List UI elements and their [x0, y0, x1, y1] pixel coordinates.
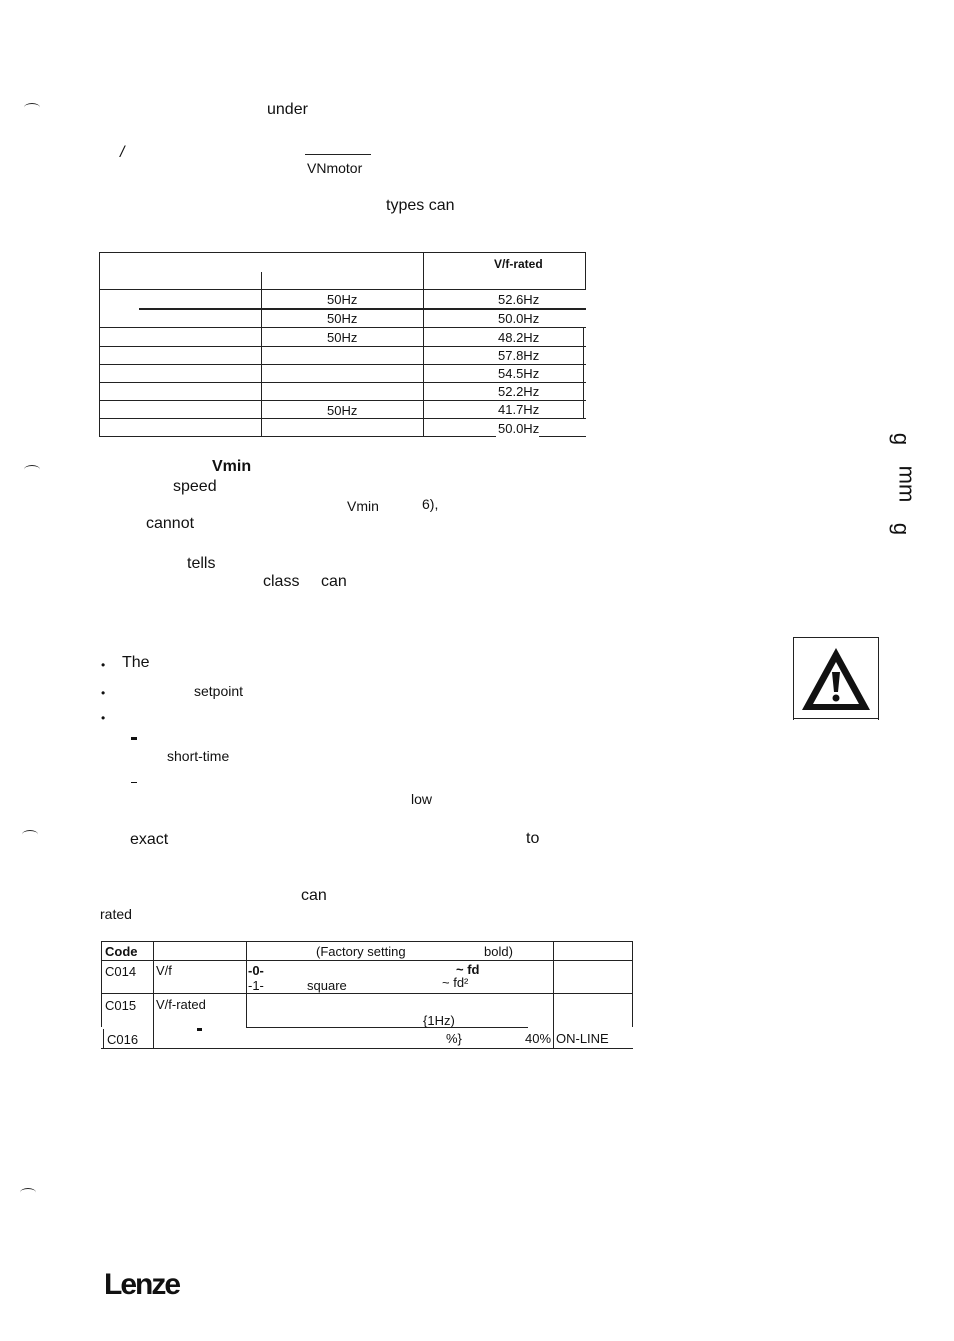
lenze-logo: Lenze	[104, 1268, 180, 1301]
sub-bullet-dash	[131, 782, 137, 783]
table1-cell: 50Hz	[327, 403, 358, 418]
side-char: mm	[894, 465, 920, 503]
text-slash: /	[120, 144, 125, 161]
table2-header-bold: bold)	[484, 944, 513, 959]
warning-box	[793, 637, 879, 720]
margin-mark	[24, 103, 40, 112]
rated-frequency-table	[99, 252, 586, 437]
table2-percent: %}	[446, 1031, 462, 1046]
text-short-time: short-time	[167, 748, 230, 764]
bullet-dot: •	[101, 658, 106, 672]
table1-cell: 48.2Hz	[498, 330, 540, 345]
side-char: g	[889, 432, 915, 446]
table2-header-factory: (Factory setting	[316, 944, 406, 959]
table2-header-code: Code	[105, 944, 138, 959]
text-bullet-the: The	[122, 654, 150, 671]
table2-online: ON-LINE	[556, 1031, 609, 1046]
table1-cell: 50.0Hz	[498, 311, 540, 326]
table1-cell: 57.8Hz	[498, 348, 540, 363]
text-tells: tells	[187, 555, 216, 572]
bullet-dot: •	[101, 711, 106, 725]
table1-cell: 50Hz	[327, 330, 358, 345]
text-vmin: Vmin	[212, 458, 252, 475]
table2-square-formula: ~ fd²	[442, 975, 469, 990]
margin-mark	[20, 1188, 36, 1197]
table1-cell: 50Hz	[327, 311, 358, 326]
warning-box-base	[793, 718, 879, 719]
table1-cell: 52.2Hz	[498, 384, 540, 399]
bullet-dot: •	[101, 686, 106, 700]
table1-cell: 52.6Hz	[498, 292, 540, 307]
side-char: g	[889, 522, 915, 536]
text-can: can	[321, 573, 347, 590]
table2-linear-formula: ~ fd	[456, 962, 480, 977]
table2-code-c015: C015	[105, 998, 137, 1013]
text-class: class	[263, 573, 300, 590]
text-types-can: types can	[386, 197, 455, 214]
text-can-2: can	[301, 887, 327, 904]
table2-value-1hz: {1Hz)	[423, 1013, 455, 1028]
table2-option-1: -1-	[248, 978, 264, 993]
table2-mark	[197, 1028, 202, 1031]
table2-value-40: 40%	[525, 1031, 552, 1046]
text-under: under	[267, 101, 308, 118]
table2-option-0: -0-	[248, 963, 264, 978]
text-rated: rated	[100, 906, 132, 922]
code-parameter-table	[101, 941, 633, 1051]
table2-code-c014: C014	[105, 964, 137, 979]
table1-cell: 41.7Hz	[498, 402, 540, 417]
table2-name-vf-rated: V/f-rated	[156, 997, 206, 1012]
margin-mark	[22, 830, 38, 839]
sub-bullet-dash	[131, 737, 137, 740]
table1-cell: 50Hz	[327, 292, 358, 307]
table1-cell: 50.0Hz	[498, 421, 540, 436]
text-vmin-2: Vmin	[347, 498, 379, 514]
text-low: low	[411, 791, 433, 807]
table2-square: square	[307, 978, 347, 993]
table2-name-vf: V/f	[156, 963, 172, 978]
text-vnmotor: VNmotor	[307, 160, 363, 176]
table1-cell: 54.5Hz	[498, 366, 540, 381]
text-setpoint: setpoint	[194, 683, 244, 699]
warning-triangle-icon	[794, 638, 878, 718]
text-cannot: cannot	[146, 515, 195, 532]
fraction-bar	[305, 154, 371, 155]
table2-code-c016: C016	[107, 1032, 139, 1047]
text-exact: exact	[130, 831, 169, 848]
text-speed: speed	[173, 478, 217, 495]
text-six: 6),	[422, 496, 439, 512]
text-to: to	[526, 830, 540, 847]
margin-mark	[24, 465, 40, 474]
table1-header: V/f-rated	[494, 257, 543, 271]
